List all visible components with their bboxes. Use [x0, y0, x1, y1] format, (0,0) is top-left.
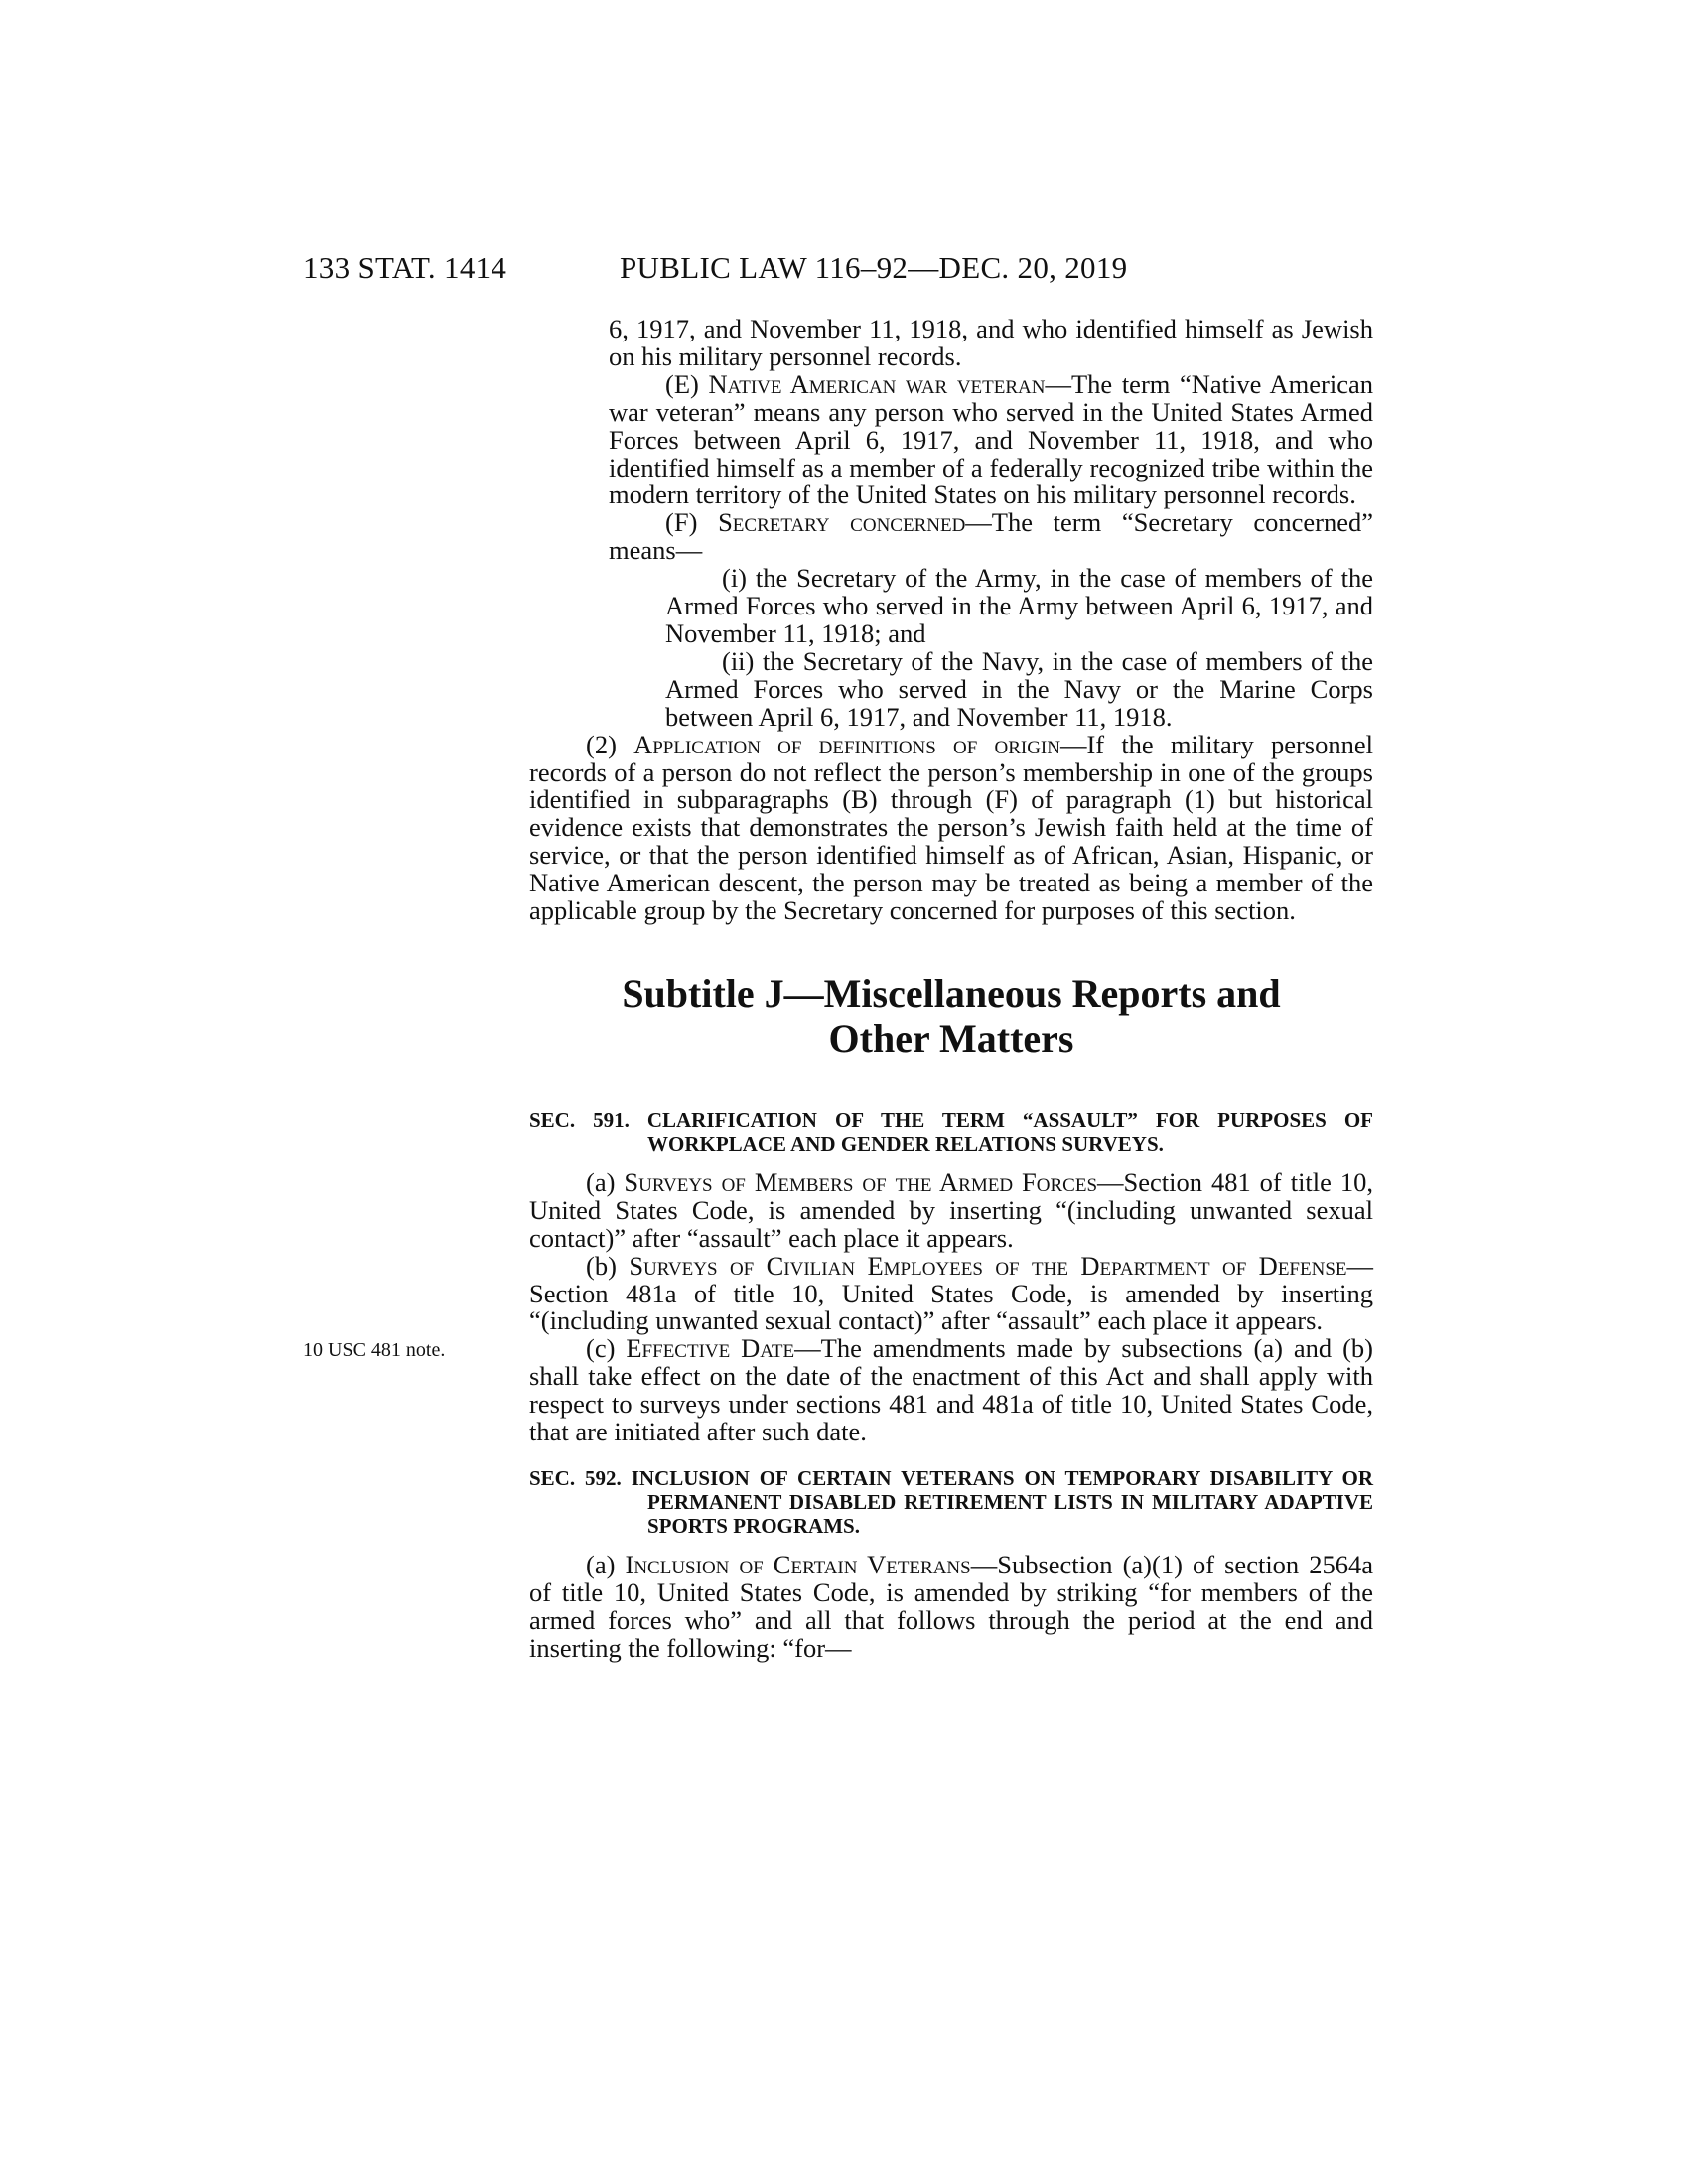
clause-ii	[529, 645, 1373, 732]
section-592-heading: SEC. 592. INCLUSION OF CERTAIN VETERANS ON TEMPORARY DISABILITY OR PERMANENT DISABLED RETIREMENT LISTS IN MILITARY ADAPTIVE SPORTS PROGRAMS.	[529, 1466, 1373, 1538]
document-body	[529, 316, 1373, 1663]
section-591-heading: SEC. 591. CLARIFICATION OF THE TERM “ASSAULT” FOR PURPOSES OF WORKPLACE AND GENDER RELATIONS SURVEYS.	[529, 1107, 1373, 1156]
paragraph-text: —The term “Secretary concerned” means—	[609, 507, 1373, 566]
subsection-text: —Subsection (a)(1) of section 2564a of title 10, United States Code, is amended by striking “for members of the armed forces who” and all that follows through the period at the end and inserting the following: “for—	[529, 1550, 1374, 1663]
subsection-number: (c)	[586, 1333, 616, 1364]
margin-note: 10 USC 481 note.	[303, 1339, 446, 1362]
paragraph-number: (2)	[586, 729, 617, 759]
subsection-heading: Surveys of Members of the Armed Forces	[624, 1166, 1098, 1197]
section-591-subsection-c	[529, 1335, 1373, 1446]
paragraph-text: —If the military personnel records of a person do not reflect the person’s membership in one of the groups identified in subparagraphs (B) through (F) of paragraph (1) but historical evidence exists that demonstrates the person’s Jewish faith held at the time of service, or that the person identified himself as of African, Asian, Hispanic, or Native American descent, the person may be treated as being a member of the applicable group by the Secretary concerned for purposes of this section.	[529, 729, 1373, 926]
clause-i	[529, 565, 1373, 648]
clause-text: (ii) the Secretary of the Navy, in the case of members of the Armed Forces who served in the Navy or the Marine Corps between April 6, 1917, and November 11, 1918.	[665, 645, 1373, 732]
paragraph-number: (F)	[665, 507, 698, 538]
subsection-text: —The amendments made by subsections (a) and (b) shall take effect on the date of the enactment of this Act and shall apply with respect to surveys under sections 481 and 481a of title 10, United States Code, that are initiated after such date.	[529, 1333, 1373, 1447]
subsection-number: (a)	[586, 1166, 616, 1197]
paragraph-heading: Secretary concerned	[718, 507, 966, 538]
paragraph-f	[529, 509, 1373, 565]
subtitle-line-1: Subtitle J—Miscellaneous Reports and	[622, 970, 1281, 1016]
subsection-number: (b)	[586, 1250, 617, 1281]
paragraph-d-continued: 6, 1917, and November 11, 1918, and who identified himself as Jewish on his military personnel records.	[609, 314, 1373, 371]
subtitle-heading	[529, 971, 1373, 1062]
subsection-text: —Section 481 of title 10, United States Code, is amended by inserting “(including unwanted sexual contact)” after “assault” each place it appears.	[529, 1166, 1373, 1253]
running-head: PUBLIC LAW 116–92—DEC. 20, 2019	[620, 250, 1128, 285]
clause-text: (i) the Secretary of the Army, in the case of members of the Armed Forces who served in the Army between April 6, 1917, and November 11, 1918; and	[665, 563, 1373, 648]
paragraph-2	[529, 729, 1373, 926]
section-591-subsection-a	[529, 1166, 1373, 1253]
subsection-heading: Inclusion of Certain Veterans	[625, 1550, 971, 1579]
paragraph-heading: Application of definitions of origin	[633, 729, 1060, 759]
subtitle-line-2: Other Matters	[828, 1016, 1074, 1061]
paragraph-number: (E)	[665, 368, 699, 399]
subsection-text: —Section 481a of title 10, United States Code, is amended by inserting “(including unwanted sexual contact)” after “assault” each place it appears.	[529, 1250, 1373, 1336]
subsection-heading: Surveys of Civilian Employees of the Department of Defense	[629, 1250, 1347, 1281]
paragraph-heading: Native American war veteran	[708, 368, 1046, 399]
paragraph-e	[529, 368, 1374, 510]
section-591-subsection-b	[529, 1250, 1373, 1336]
section-592-subsection-a	[529, 1552, 1373, 1663]
stat-page-number: 133 STAT. 1414	[303, 250, 507, 285]
subsection-heading: Effective Date	[626, 1333, 795, 1364]
subsection-number: (a)	[586, 1550, 616, 1579]
paragraph-text: —The term “Native American war veteran” means any person who served in the United States Armed Forces between April 6, 1917, and November 11, 1918, and who identified himself as a member of a federally recognized tribe within the modern territory of the United States on his military personnel records.	[609, 368, 1374, 510]
